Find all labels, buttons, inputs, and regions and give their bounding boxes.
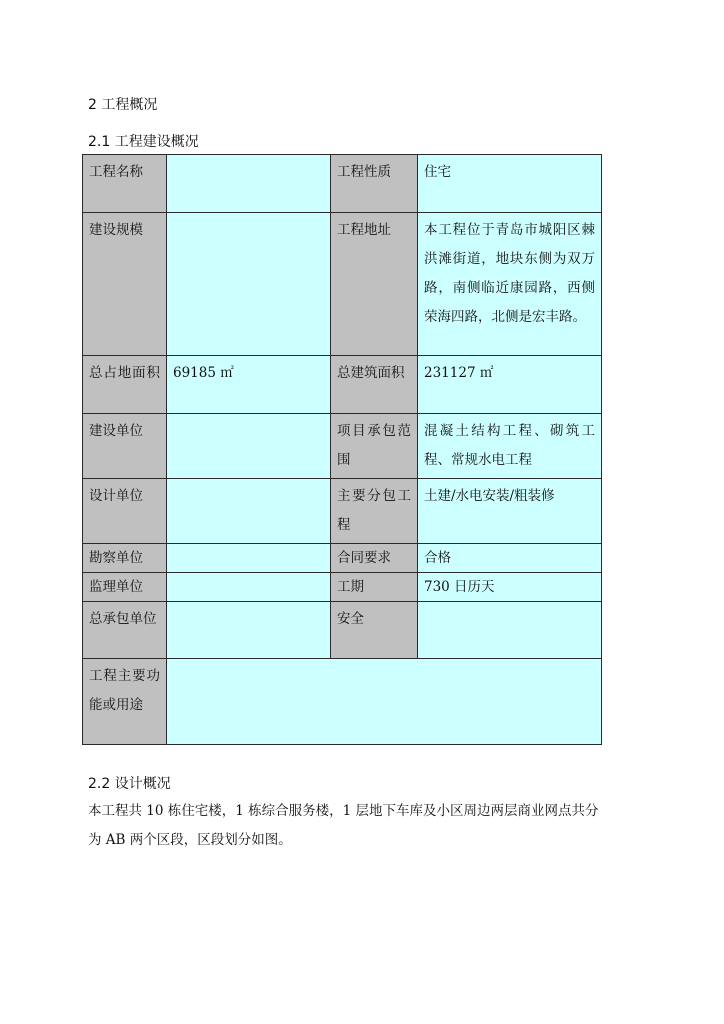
table-row	[83, 356, 602, 414]
section-2-heading: 2 工程概况	[88, 97, 158, 113]
scale-value	[167, 213, 331, 356]
building-area-label: 总建筑面积	[331, 356, 418, 414]
project-name-label: 工程名称	[83, 155, 167, 213]
survey-unit-value	[167, 544, 331, 573]
main-function-label: 工程主要功能或用途	[83, 659, 167, 745]
paragraph-line: 本工程共 10 栋住宅楼，1 栋综合服务楼，1 层地下车库及小区周边两层商业网点共分	[88, 803, 599, 819]
paragraph-line: 为 AB 两个区段，区段划分如图。	[88, 832, 292, 848]
design-unit-label: 设计单位	[83, 479, 167, 544]
project-name-value	[167, 155, 331, 213]
supervision-unit-value	[167, 573, 331, 602]
table-row	[83, 602, 602, 659]
section-2-1-heading: 2.1 工程建设概况	[88, 134, 199, 150]
duration-label: 工期	[331, 573, 418, 602]
land-area-label: 总占地面积	[83, 356, 167, 414]
safety-label: 安全	[331, 602, 418, 659]
contract-requirement-label: 合同要求	[331, 544, 418, 573]
contract-requirement-value: 合格	[418, 544, 602, 573]
main-function-value	[167, 659, 602, 745]
design-unit-value	[167, 479, 331, 544]
project-overview-table	[82, 154, 602, 745]
table-row	[83, 544, 602, 573]
contract-scope-label: 项目承包范围	[331, 414, 418, 479]
supervision-unit-label: 监理单位	[83, 573, 167, 602]
main-subcontract-label: 主要分包工程	[331, 479, 418, 544]
survey-unit-label: 勘察单位	[83, 544, 167, 573]
project-nature-value: 住宅	[418, 155, 602, 213]
project-nature-label: 工程性质	[331, 155, 418, 213]
contract-scope-value: 混凝土结构工程、砌筑工程、常规水电工程	[418, 414, 602, 479]
construction-unit-value	[167, 414, 331, 479]
safety-value	[418, 602, 602, 659]
table-row	[83, 155, 602, 213]
table-row	[83, 573, 602, 602]
construction-unit-label: 建设单位	[83, 414, 167, 479]
design-overview-paragraph	[88, 797, 636, 855]
scale-label: 建设规模	[83, 213, 167, 356]
table-row	[83, 479, 602, 544]
table-row	[83, 659, 602, 745]
table-row	[83, 414, 602, 479]
address-value: 本工程位于青岛市城阳区棘洪滩街道，地块东侧为双万路，南侧临近康园路，西侧荣海四路，北侧是宏丰路。	[418, 213, 602, 356]
general-contractor-value	[167, 602, 331, 659]
land-area-value: 69185 ㎡	[167, 356, 331, 414]
general-contractor-label: 总承包单位	[83, 602, 167, 659]
main-subcontract-value: 土建/水电安装/粗装修	[418, 479, 602, 544]
building-area-value: 231127 ㎡	[418, 356, 602, 414]
duration-value: 730 日历天	[418, 573, 602, 602]
table-row	[83, 213, 602, 356]
section-2-2-heading: 2.2 设计概况	[88, 776, 171, 792]
address-label: 工程地址	[331, 213, 418, 356]
